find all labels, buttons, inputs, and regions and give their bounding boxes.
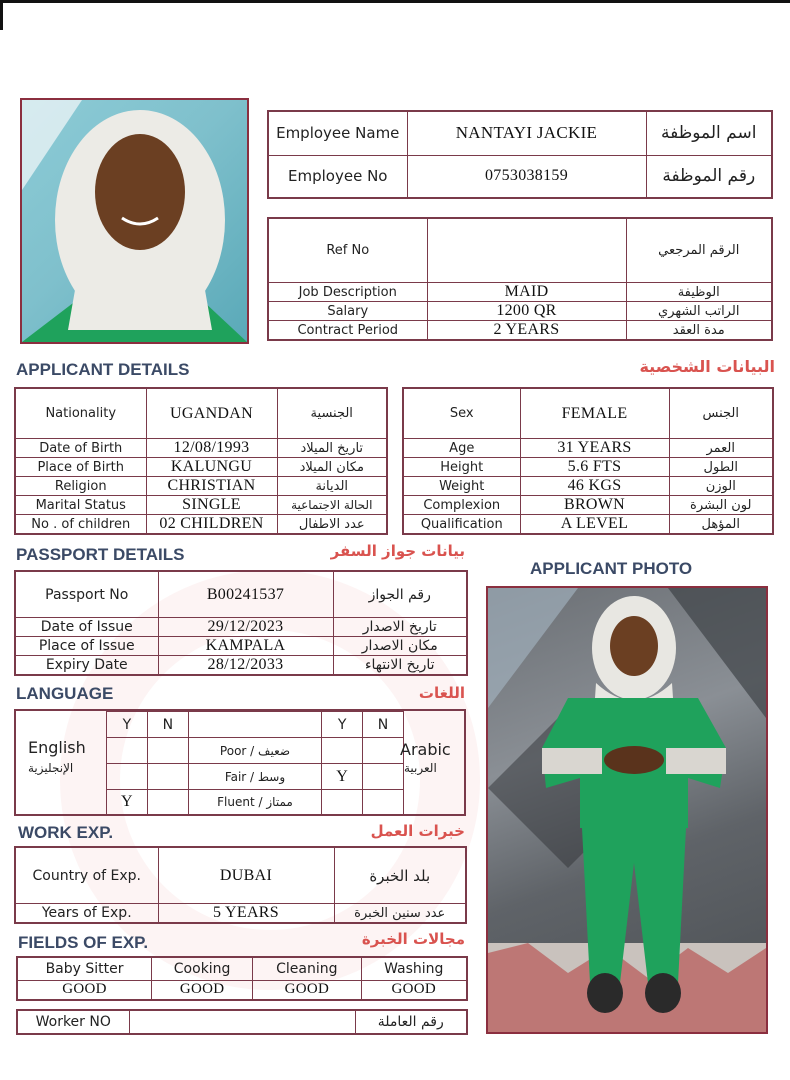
pob-value: KALUNGU (146, 458, 277, 477)
complexion-ar: لون البشرة (669, 496, 773, 515)
sex-label: Sex (403, 388, 520, 439)
top-border-line (0, 0, 790, 3)
contract-period-ar: مدة العقد (626, 321, 772, 341)
weight-ar: الوزن (669, 477, 773, 496)
children-value: 02 CHILDREN (146, 515, 277, 535)
country-exp-ar: بلد الخبرة (334, 847, 466, 904)
religion-label: Religion (15, 477, 146, 496)
level-header (188, 712, 321, 738)
fields-exp-table (16, 956, 468, 1001)
language-box (14, 709, 466, 816)
place-of-issue-value: KAMPALA (158, 637, 333, 656)
children-ar: عدد الاطفال (277, 515, 387, 535)
dob-value: 12/08/1993 (146, 439, 277, 458)
applicant-figure (488, 588, 766, 1032)
field-value: GOOD (253, 980, 361, 1000)
field-value: GOOD (17, 980, 152, 1000)
employee-no-label: Employee No (268, 155, 407, 198)
employee-name-label: Employee Name (268, 111, 407, 155)
worker-no-label: Worker NO (17, 1010, 129, 1034)
height-label: Height (403, 458, 520, 477)
country-exp-value: DUBAI (158, 847, 334, 904)
fields-exp-title-ar: مجالات الخبرة (361, 930, 465, 948)
ref-no-label: Ref No (268, 218, 427, 283)
job-row (268, 283, 772, 302)
applicant-photo-title: APPLICANT PHOTO (530, 559, 693, 578)
english-fluent-n (147, 790, 188, 815)
passport-details-title: PASSPORT DETAILS (16, 545, 185, 564)
arabic-poor-y (322, 738, 363, 764)
worker-no-ar: رقم العاملة (355, 1010, 467, 1034)
arabic-yes-header: Y (322, 712, 363, 738)
qualification-value: A LEVEL (520, 515, 669, 535)
weight-label: Weight (403, 477, 520, 496)
arabic-fair-n (363, 764, 404, 790)
contract-period-value: 2 YEARS (427, 321, 626, 341)
qualification-ar: المؤهل (669, 515, 773, 535)
language-grid (106, 711, 404, 815)
sex-ar: الجنس (669, 388, 773, 439)
field-value: GOOD (152, 980, 253, 1000)
complexion-value: BROWN (520, 496, 669, 515)
nationality-ar: الجنسية (277, 388, 387, 439)
arabic-label: Arabic (400, 740, 451, 759)
age-value: 31 YEARS (520, 439, 669, 458)
arabic-fair-mark: Y (322, 764, 363, 790)
height-ar: الطول (669, 458, 773, 477)
passport-no-label: Passport No (15, 571, 158, 618)
employee-name-ar: اسم الموظفة (646, 111, 772, 155)
expiry-date-label: Expiry Date (15, 656, 158, 676)
sex-value: FEMALE (520, 388, 669, 439)
country-exp-label: Country of Exp. (15, 847, 158, 904)
complexion-label: Complexion (403, 496, 520, 515)
job-row (268, 321, 772, 341)
job-description-ar: الوظيفة (626, 283, 772, 302)
field-label: Baby Sitter (17, 957, 152, 980)
fields-exp-title: FIELDS OF EXP. (18, 933, 149, 952)
qualification-label: Qualification (403, 515, 520, 535)
passport-no-ar: رقم الجواز (333, 571, 467, 618)
dob-label: Date of Birth (15, 439, 146, 458)
english-fair-n (147, 764, 188, 790)
employee-table (267, 110, 773, 199)
children-label: No . of children (15, 515, 146, 535)
english-label: English (28, 738, 86, 757)
applicant-details-title-ar: البيانات الشخصية (639, 357, 775, 376)
employee-no-value: 0753038159 (407, 155, 646, 198)
marital-status-ar: الحالة الاجتماعية (277, 496, 387, 515)
dob-ar: تاريخ الميلاد (277, 439, 387, 458)
employee-name-value: NANTAYI JACKIE (407, 111, 646, 155)
arabic-fluent-y (322, 790, 363, 815)
field-label: Washing (361, 957, 467, 980)
marital-status-label: Marital Status (15, 496, 146, 515)
applicant-full-photo (486, 586, 768, 1034)
years-exp-ar: عدد سنين الخبرة (334, 904, 466, 924)
field-label: Cleaning (253, 957, 361, 980)
passport-table (14, 570, 468, 676)
work-exp-title: WORK EXP. (18, 823, 114, 842)
pob-label: Place of Birth (15, 458, 146, 477)
arabic-no-header: N (363, 712, 404, 738)
age-label: Age (403, 439, 520, 458)
applicant-details-title: APPLICANT DETAILS (16, 360, 190, 379)
applicant-right-table (402, 387, 774, 535)
years-exp-label: Years of Exp. (15, 904, 158, 924)
date-of-issue-ar: تاريخ الاصدار (333, 618, 467, 637)
religion-value: CHRISTIAN (146, 477, 277, 496)
language-title: LANGUAGE (16, 684, 114, 703)
religion-ar: الديانة (277, 477, 387, 496)
contract-period-label: Contract Period (268, 321, 427, 341)
height-value: 5.6 FTS (520, 458, 669, 477)
job-description-value: MAID (427, 283, 626, 302)
ref-no-value (427, 218, 626, 283)
passport-no-value: B00241537 (158, 571, 333, 618)
arabic-poor-n (363, 738, 404, 764)
english-fair-y (107, 764, 148, 790)
english-no-header: N (147, 712, 188, 738)
job-row (268, 302, 772, 321)
salary-ar: الراتب الشهري (626, 302, 772, 321)
date-of-issue-value: 29/12/2023 (158, 618, 333, 637)
date-of-issue-label: Date of Issue (15, 618, 158, 637)
applicant-left-table (14, 387, 388, 535)
expiry-date-ar: تاريخ الانتهاء (333, 656, 467, 676)
place-of-issue-label: Place of Issue (15, 637, 158, 656)
english-poor-y (107, 738, 148, 764)
years-exp-value: 5 YEARS (158, 904, 334, 924)
age-ar: العمر (669, 439, 773, 458)
job-row (268, 218, 772, 283)
language-title-ar: اللغات (418, 684, 465, 702)
nationality-value: UGANDAN (146, 388, 277, 439)
salary-value: 1200 QR (427, 302, 626, 321)
salary-label: Salary (268, 302, 427, 321)
weight-value: 46 KGS (520, 477, 669, 496)
left-border-line (0, 0, 3, 30)
english-fluent-mark: Y (107, 790, 148, 815)
work-exp-table (14, 846, 467, 924)
portrait-figure (22, 100, 247, 342)
job-table (267, 217, 773, 341)
work-exp-title-ar: خبرات العمل (370, 822, 465, 840)
nationality-label: Nationality (15, 388, 146, 439)
arabic-fluent-n (363, 790, 404, 815)
expiry-date-value: 28/12/2033 (158, 656, 333, 676)
marital-status-value: SINGLE (146, 496, 277, 515)
pob-ar: مكان الميلاد (277, 458, 387, 477)
place-of-issue-ar: مكان الاصدار (333, 637, 467, 656)
passport-details-title-ar: بيانات جواز السفر (330, 542, 465, 560)
job-description-label: Job Description (268, 283, 427, 302)
english-poor-n (147, 738, 188, 764)
english-yes-header: Y (107, 712, 148, 738)
level-fair: Fair / وسط (188, 764, 321, 790)
level-poor: Poor / ضعيف (188, 738, 321, 764)
level-fluent: Fluent / ممتاز (188, 790, 321, 815)
field-value: GOOD (361, 980, 467, 1000)
english-label-ar: الإنجليزية (28, 761, 74, 775)
worker-no-table (16, 1009, 468, 1035)
ref-no-ar: الرقم المرجعي (626, 218, 772, 283)
field-label: Cooking (152, 957, 253, 980)
worker-no-value (129, 1010, 355, 1034)
portrait-photo (20, 98, 249, 344)
arabic-label-ar: العربية (404, 761, 437, 775)
employee-no-ar: رقم الموظفة (646, 155, 772, 198)
